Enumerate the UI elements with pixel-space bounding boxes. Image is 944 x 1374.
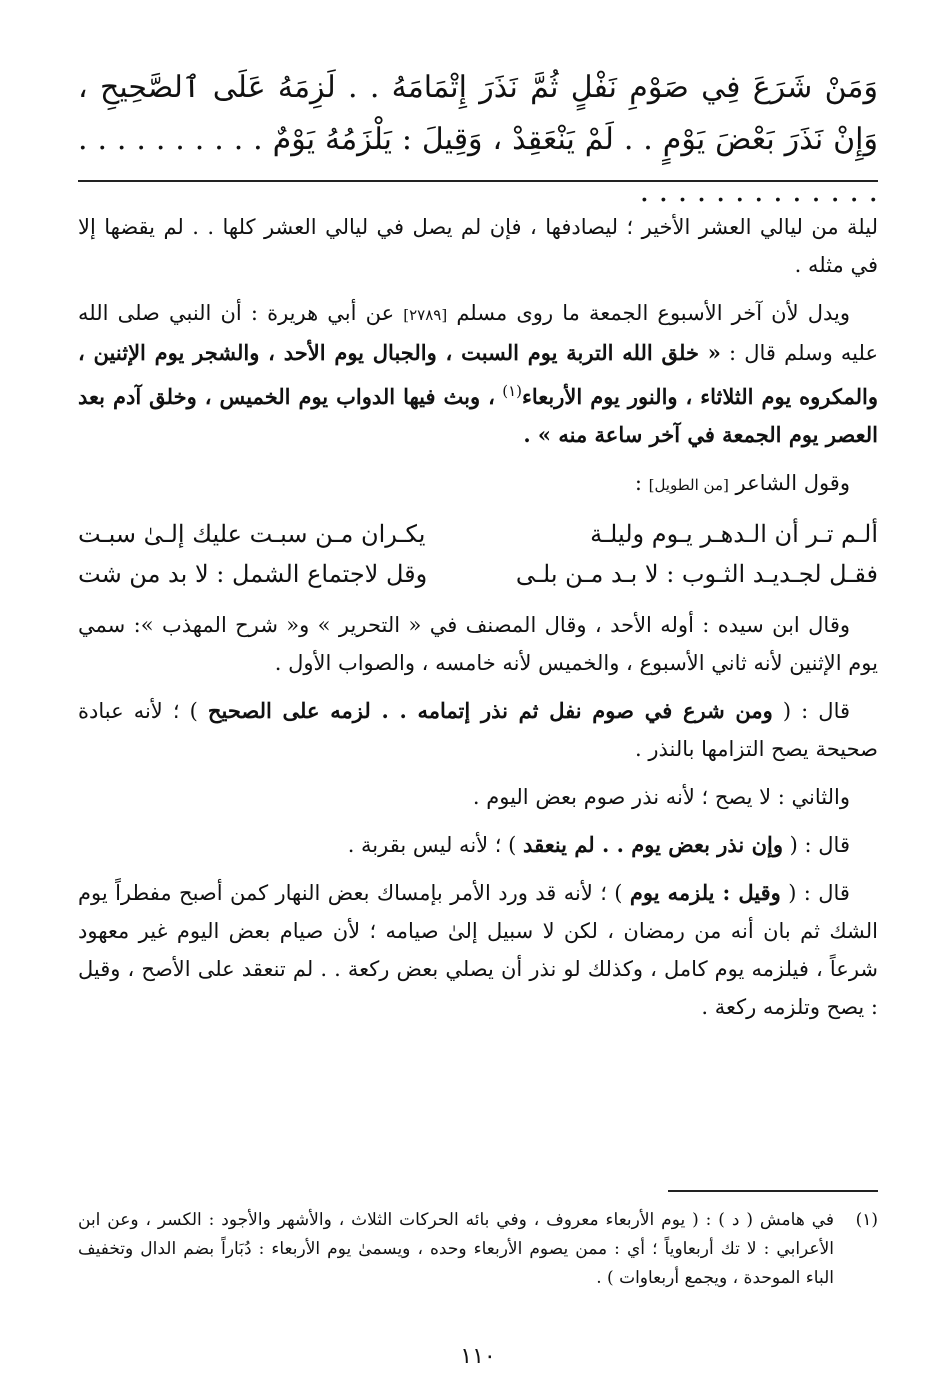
poet-intro-colon: : (634, 471, 642, 495)
poet-intro: وقول الشاعر (735, 471, 850, 495)
footnote-number: (١) (855, 1210, 878, 1230)
footnote-separator-rule (668, 1190, 878, 1192)
footnote (78, 1206, 878, 1293)
matn-quote: ومن شرع في صوم نفل ثم نذر إتمامه . . لزمه على الصحيح (207, 698, 773, 723)
verse-2-second-hemistich: وقل لاجتماع الشمل : لا بد من شت (78, 560, 428, 588)
matn-line-1: وَمَنْ شَرَعَ فِي صَوْمِ نَفْلٍ ثُمَّ نَذَرَ إِتْمَامَهُ . . لَزِمَهُ عَلَى ٱلصَّحِيحِ ، وَإِنْ نَذَرَ بَعْضَ (78, 70, 878, 157)
paragraph-6: والثاني : لا يصح ؛ لأنه نذر صوم بعض اليوم . (472, 785, 850, 809)
verse-1-second-hemistich: يكـران مـن سبـت عليك إلـىٰ سبـت (78, 520, 426, 548)
quote-open: قال : ( (782, 699, 851, 723)
hadith-text-part-1: « خلق الله التربة يوم السبت ، والجبال يوم الأحد ، والشجر يوم الإثنين ، والمكروه يوم الثلاثاء ، والنور يوم الأربعاء (78, 340, 878, 409)
matn-quote: وإن نذر بعض يوم . . لم ينعقد (523, 832, 783, 857)
quote-open: قال : ( (788, 881, 850, 905)
matn-separator-rule (78, 180, 878, 182)
quote-explanation: ) ؛ لأنه عبادة صحيحة يصح التزامها بالنذر . (78, 699, 878, 761)
verse-2 (78, 554, 878, 594)
footnote-text: في هامش ( د ) : ( يوم الأربعاء معروف ، وفي بائه الحركات الثلاث ، والأشهر والأجود : الكسر ، وعن ابن الأعرابي : لا تك أربعاوياً ؛ أي : ممن يصوم الأربعاء وحده ، ويسمىٰ يوم الأربعاء : دُبَاراً بضم الدال وتخفيف الباء الموحدة ، ويجمع أربعاوات ) . (78, 1210, 834, 1288)
footnote-marker[interactable]: (١) (502, 382, 523, 400)
paragraph-4: وقال ابن سيده : أوله الأحد ، وقال المصنف في « التحرير » و« شرح المهذب »: سمي يوم الإثنين لأنه ثاني الأسبوع ، والخميس لأنه خامسه ، والصواب الأول . (78, 613, 878, 675)
matn-dots: . . . . . . . . . . . . . . . . . . . . . . (78, 122, 878, 209)
hadith-reference-number: [٢٧٨٩] (403, 306, 448, 324)
paragraph-2-intro: ويدل لأن آخر الأسبوع الجمعة ما روى مسلم (456, 301, 850, 325)
poem-meter: [من الطويل] (648, 476, 729, 494)
paragraph-2 (78, 294, 878, 454)
paragraph-7 (78, 826, 878, 864)
matn-text (78, 62, 878, 218)
verse-1 (78, 514, 878, 554)
quote-open: قال : ( (789, 833, 850, 857)
paragraph-8 (78, 874, 878, 1026)
matn-quote: وقيل : يلزمه يوم (629, 880, 781, 905)
paragraph-1: ليلة من ليالي العشر الأخير ؛ ليصادفها ، فإن لم يصل في ليالي العشر كلها . . لم يقضها إلا في مثله . (78, 215, 878, 277)
paragraph-3 (78, 464, 878, 504)
page (78, 62, 878, 1369)
quote-explanation: ) ؛ لأنه قد ورد الأمر بإمساك بعض النهار كمن أصبح مفطراً يوم الشك ثم بان أنه من رمضان ، لكن لا سبيل إلىٰ صيامه ؛ لأن صيام بعض اليوم غير معهود شرعاً ، فيلزمه يوم كامل ، وكذلك لو نذر أن يصلي بعض ركعة . . لم تنعقد على الأصح ، وقيل : يصح وتلزمه ركعة . (78, 881, 878, 1019)
verse-2-first-hemistich: فقـل لجـديـد الثـوب : لا بـد مـن بلـى (515, 560, 878, 588)
poem (78, 514, 878, 594)
matn-line-2: يَوْمٍ . . لَمْ يَنْعَقِدْ ، وَقِيلَ : يَلْزَمُهُ يَوْمٌ . (253, 122, 706, 157)
verse-1-first-hemistich: ألـم تـر أن الـدهـر يـوم وليلـة (590, 520, 878, 548)
paragraph-5 (78, 692, 878, 768)
paragraph-2-narrator: عن أبي هريرة : أن النبي صلى الله عليه وسلم قال : (78, 301, 878, 365)
quote-explanation: ) ؛ لأنه ليس بقربة . (347, 833, 517, 857)
page-number: ١١٠ (460, 1344, 496, 1369)
commentary-text (78, 208, 878, 1036)
hadith-text-part-2: ، وبث فيها الدواب يوم الخميس ، وخلق آدم بعد العصر يوم الجمعة في آخر ساعة منه » . (78, 384, 878, 447)
